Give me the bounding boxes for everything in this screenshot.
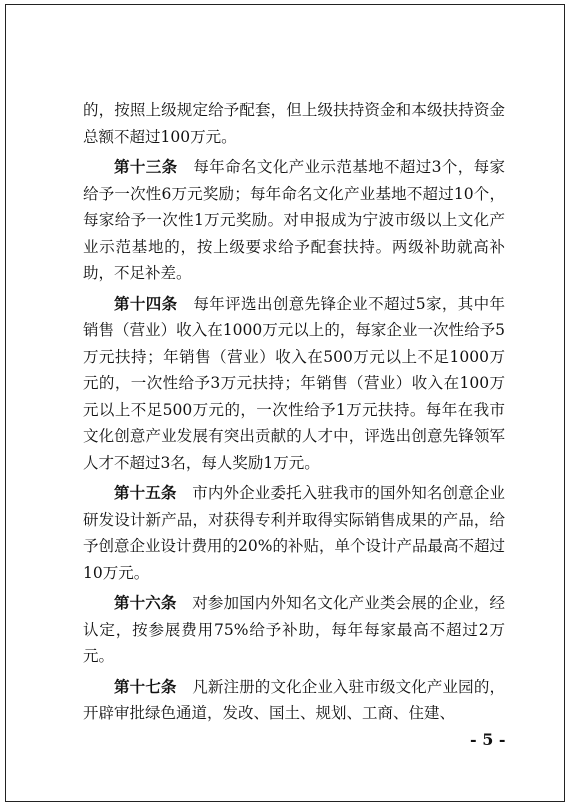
paragraph-continuation [83,97,505,150]
article-15 [83,480,505,586]
article-16 [83,590,505,670]
article-number: 第十七条 [114,676,177,696]
article-14 [83,291,505,477]
article-number: 第十五条 [114,483,177,502]
article-number: 第十三条 [114,157,178,176]
article-text: 对参加国内外知名文化产业类会展的企业，经认定，按参展费用75%给予补助，每年每家最高不超过2万元。 [83,594,505,665]
document-body [83,97,505,731]
article-text: 市内外企业委托入驻我市的国外知名创意企业研发设计新产品，对获得专利并取得实际销售成果的产品，给予创意企业设计费用的20%的补贴，单个设计产品最高不超过10万元。 [83,484,505,582]
article-13 [83,154,505,287]
article-text: 每年命名文化产业示范基地不超过3个，每家给予一次性6万元奖励；每年命名文化产业基地不超过10个，每家给予一次性1万元奖励。对申报成为宁波市级以上文化产业示范基地的，按上级要求给予配套扶持。两级补助就高补助，不足补差。 [83,158,505,282]
article-17 [83,674,505,727]
article-text: 凡新注册的文化企业入驻市级文化产业园的，开辟审批绿色通道，发改、国土、规划、工商、住建、 [83,677,505,722]
article-text: 每年评选出创意先锋企业不超过5家，其中年销售（营业）收入在1000万元以上的，每家企业一次性给予5万元扶持；年销售（营业）收入在500万元以上不足1000万元的，一次性给予3万元扶持；年销售（营业）收入在100万元以上不足500万元的，一次性给予1万元扶持。每年在我市文化创意产业发展有突出贡献的人才中，评选出创意先锋领军人才不超过3名，每人奖励1万元。 [83,294,505,472]
page-number: - 5 - [470,730,506,749]
article-number: 第十四条 [114,293,178,313]
paragraph-text: 的，按照上级规定给予配套，但上级扶持资金和本级扶持资金总额不超过100万元。 [83,101,505,146]
article-number: 第十六条 [114,593,177,612]
document-page [5,4,565,802]
